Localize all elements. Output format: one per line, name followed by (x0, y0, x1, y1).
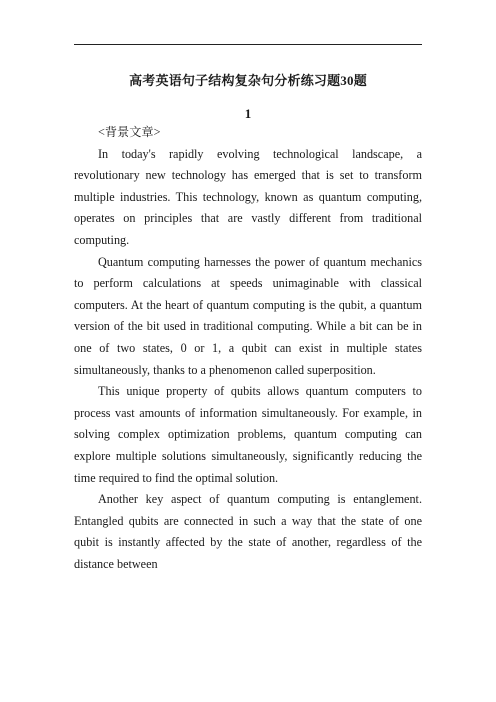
document-title: 高考英语句子结构复杂句分析练习题30题 (129, 73, 367, 88)
document-body (74, 122, 422, 575)
paragraph-4: Another key aspect of quantum computing is entanglement. Entangled qubits are connected in such a way that the state of one qubit is instantly affected by the state of another, regardless of the distance between (74, 492, 422, 571)
section-label: <背景文章> (98, 125, 161, 139)
header-rule (74, 44, 422, 45)
question-number: 1 (244, 106, 252, 121)
paragraph-3: This unique property of qubits allows quantum computers to process vast amounts of information simultaneously. For example, in solving complex optimization problems, quantum computing can explore multiple solutions simultaneously, significantly reducing the time required to find the optimal solution. (74, 384, 422, 485)
paragraph-1: In today's rapidly evolving technological landscape, a revolutionary new technology has emerged that is set to transform multiple industries. This technology, known as quantum computing, operates on principles that are vastly different from traditional computing. (74, 146, 422, 247)
paragraph-2: Quantum computing harnesses the power of quantum mechanics to perform calculations at speeds unimaginable with classical computers. At the heart of quantum computing is the qubit, a quantum version of the bit used in traditional computing. While a bit can be in one of two states, 0 or 1, a qubit can exist in multiple states simultaneously, thanks to a phenomenon called superposition. (74, 254, 422, 377)
